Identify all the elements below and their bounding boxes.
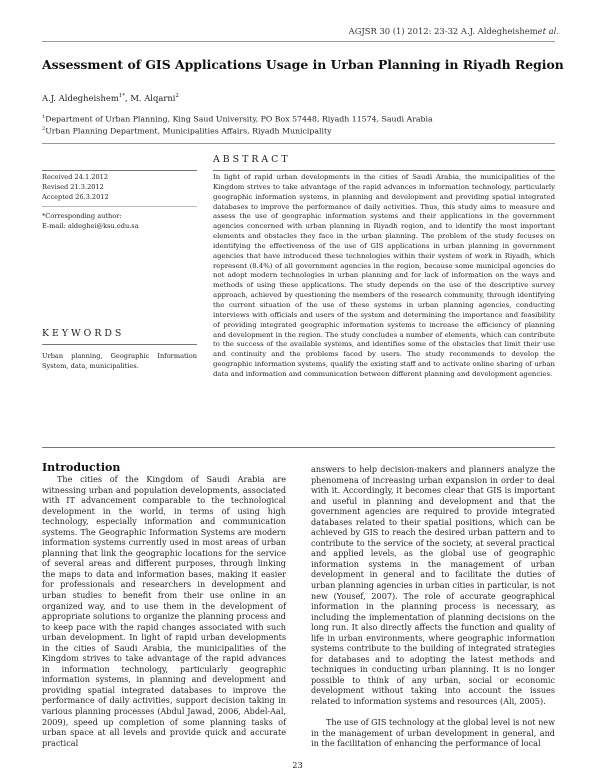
introduction-heading: Introduction [42,461,121,474]
running-head [349,26,559,36]
abstract-text: In light of rapid urban developments in the cities of Saudi Arabia, the municipalities of the Kingdom strives to take advantage of the rapid advances in information technology, particularly geographic information systems, in planning and development and providing spatial integrated databases to improve the performance of daily activities. Thus, this study aims to measure and assess the use of geographic information systems and their applications in the government agencies concerned with urban planning in Riyadh region, and to identify the most important elements and obstacles they face in the urban planning. The problem of the study focuses on identifying the effectiveness of the use of GIS applications in urban planning in government agencies that have introduced these technologies within their system of work in Riyadh, which represent (8.4%) of all government agencies in the region, because some municipal agencies do not adopt modern technologies in urban planning and for lack of information on the ways and methods of using these applications. The study depends on the use of the descriptive survey approach, achieved by questioning the members of the research community, through identifying the current situation of the use of these systems in urban planning agencies, conducting interviews with officials and users of the system and determining the importance and feasibility of providing integrated geographic information systems to increase the efficiency of planning and development in the region. The study concludes a number of elements, which can contribute to the success of the available systems, and identifies some of the obstacles that limit their use and continuity and the problems faced by users. The study recommends to develop the geographic information systems, qualify the existing staff and to activate online sharing of urban data and information and communication between different planning and development agencies. [213,173,555,378]
affiliation-1-text: Department of Urban Planning, King Saud University, PO Box 57448, Riyadh 11574, Saudi Arabia [45,114,433,124]
header-divider [42,41,555,42]
affiliation-2-mark: 2 [42,126,46,132]
page-number: 23 [292,760,303,770]
author-1-mark: 1* [118,93,126,100]
author-2-name: M. Alqarni [130,93,176,103]
accepted-date: Accepted 26.3.2012 [42,193,109,201]
intro-paragraph-2: The use of GIS technology at the global level is not new in the management of urban development in general, and in the facilitation of enhancing the performance of local [311,717,555,749]
corresponding-label: *Corresponding author: [42,212,122,220]
revised-date: Revised 21.3.2012 [42,183,104,191]
received-date: Received 24.1.2012 [42,173,109,181]
body-column-right [311,464,555,749]
article-title: Assessment of GIS Applications Usage in Urban Planning in Riyadh Region [42,57,564,72]
running-head-et-al: et al. [537,26,559,36]
keywords-heading: KEYWORDS [42,328,125,339]
affiliation-divider [42,143,555,144]
affiliation-1 [42,114,433,124]
article-history [42,172,109,202]
body-column-left [42,474,286,748]
keywords-text: Urban planning, Geographic Information System, data, municipalities. [42,352,197,370]
corresponding-email[interactable]: E-mail: aldeghei@ksu.edu.sa [42,222,139,230]
article-info-divider [42,170,197,171]
author-line [42,93,179,103]
abstract-heading: ABSTRACT [213,154,291,165]
keywords-divider [42,344,197,345]
affiliation-2-text: Urban Planning Department, Municipalities Affairs, Riyadh Municipality [45,126,332,136]
front-matter-divider [42,447,555,448]
author-2-mark: 2 [175,93,179,100]
intro-paragraph-1-continued: answers to help decision-makers and planners analyze the phenomena of increasing urban expansion in order to deal with it. Accordingly, it becomes clear that GIS is important and useful in planning and development and that the government agencies are required to provide integrated databases related to their spatial positions, which can be achieved by GIS to reach the desired urban pattern and to contribute to the service of the society, at several practical and applied levels, as the global use of geographic information systems in the management of urban development in general and to facilitate the duties of urban planning agencies in urban cities in particular, is not new (Yousef, 2007). The role of accurate geographical information in the planning process is necessary, as including the implementation of planning decisions on the long run. It also directly affects the function and quality of life in urban environments, where geographic information systems contribute to the building of integrated strategies for databases and to adopting the latest methods and techniques in conducting urban planning. It is no longer possible to think of any urban, social or economic development without taking into account the issues related to information systems and resources (Ali, 2005). [311,464,555,707]
corresponding-author [42,211,139,231]
intro-paragraph-1: The cities of the Kingdom of Saudi Arabia are witnessing urban and population developments, associated with IT advancement comparable to the technological development in the world, in terms of using high technology, especially information and communication systems. The Geographic Information Systems are modern information systems currently used in most areas of urban planning that link the geographic locations for the service of several areas and different purposes, through linking the maps to data and information bases, making it easier for professionals and researchers in development and urban studies to benefit from their use online in an organized way, and to use them in the development of appropriate solutions to organize the planning process and to keep pace with the rapid changes associated with such urban development. In light of rapid urban developments in the cities of Saudi Arabia, the municipalities of the Kingdom strives to take advantage of the rapid advances in information technology, particularly geographic information systems, in planning and development and providing spatial integrated databases to improve the performance of daily activities, support decision taking in various planning processes (Abdul Jawad, 2006, Abdel-Aal, 2009), speed up completion of some planning tasks of urban space at all levels and provide quick and accurate practical [42,474,286,748]
author-1-name: A.J. Aldegheishem [42,93,119,103]
running-head-text: AGJSR 30 (1) 2012: 23-32 A.J. Aldegheishem [348,26,538,36]
author-separator: , [125,93,131,103]
affiliation-1-mark: 1 [42,114,46,120]
abstract-divider [213,170,555,171]
affiliation-2 [42,126,332,136]
history-divider [42,206,197,207]
